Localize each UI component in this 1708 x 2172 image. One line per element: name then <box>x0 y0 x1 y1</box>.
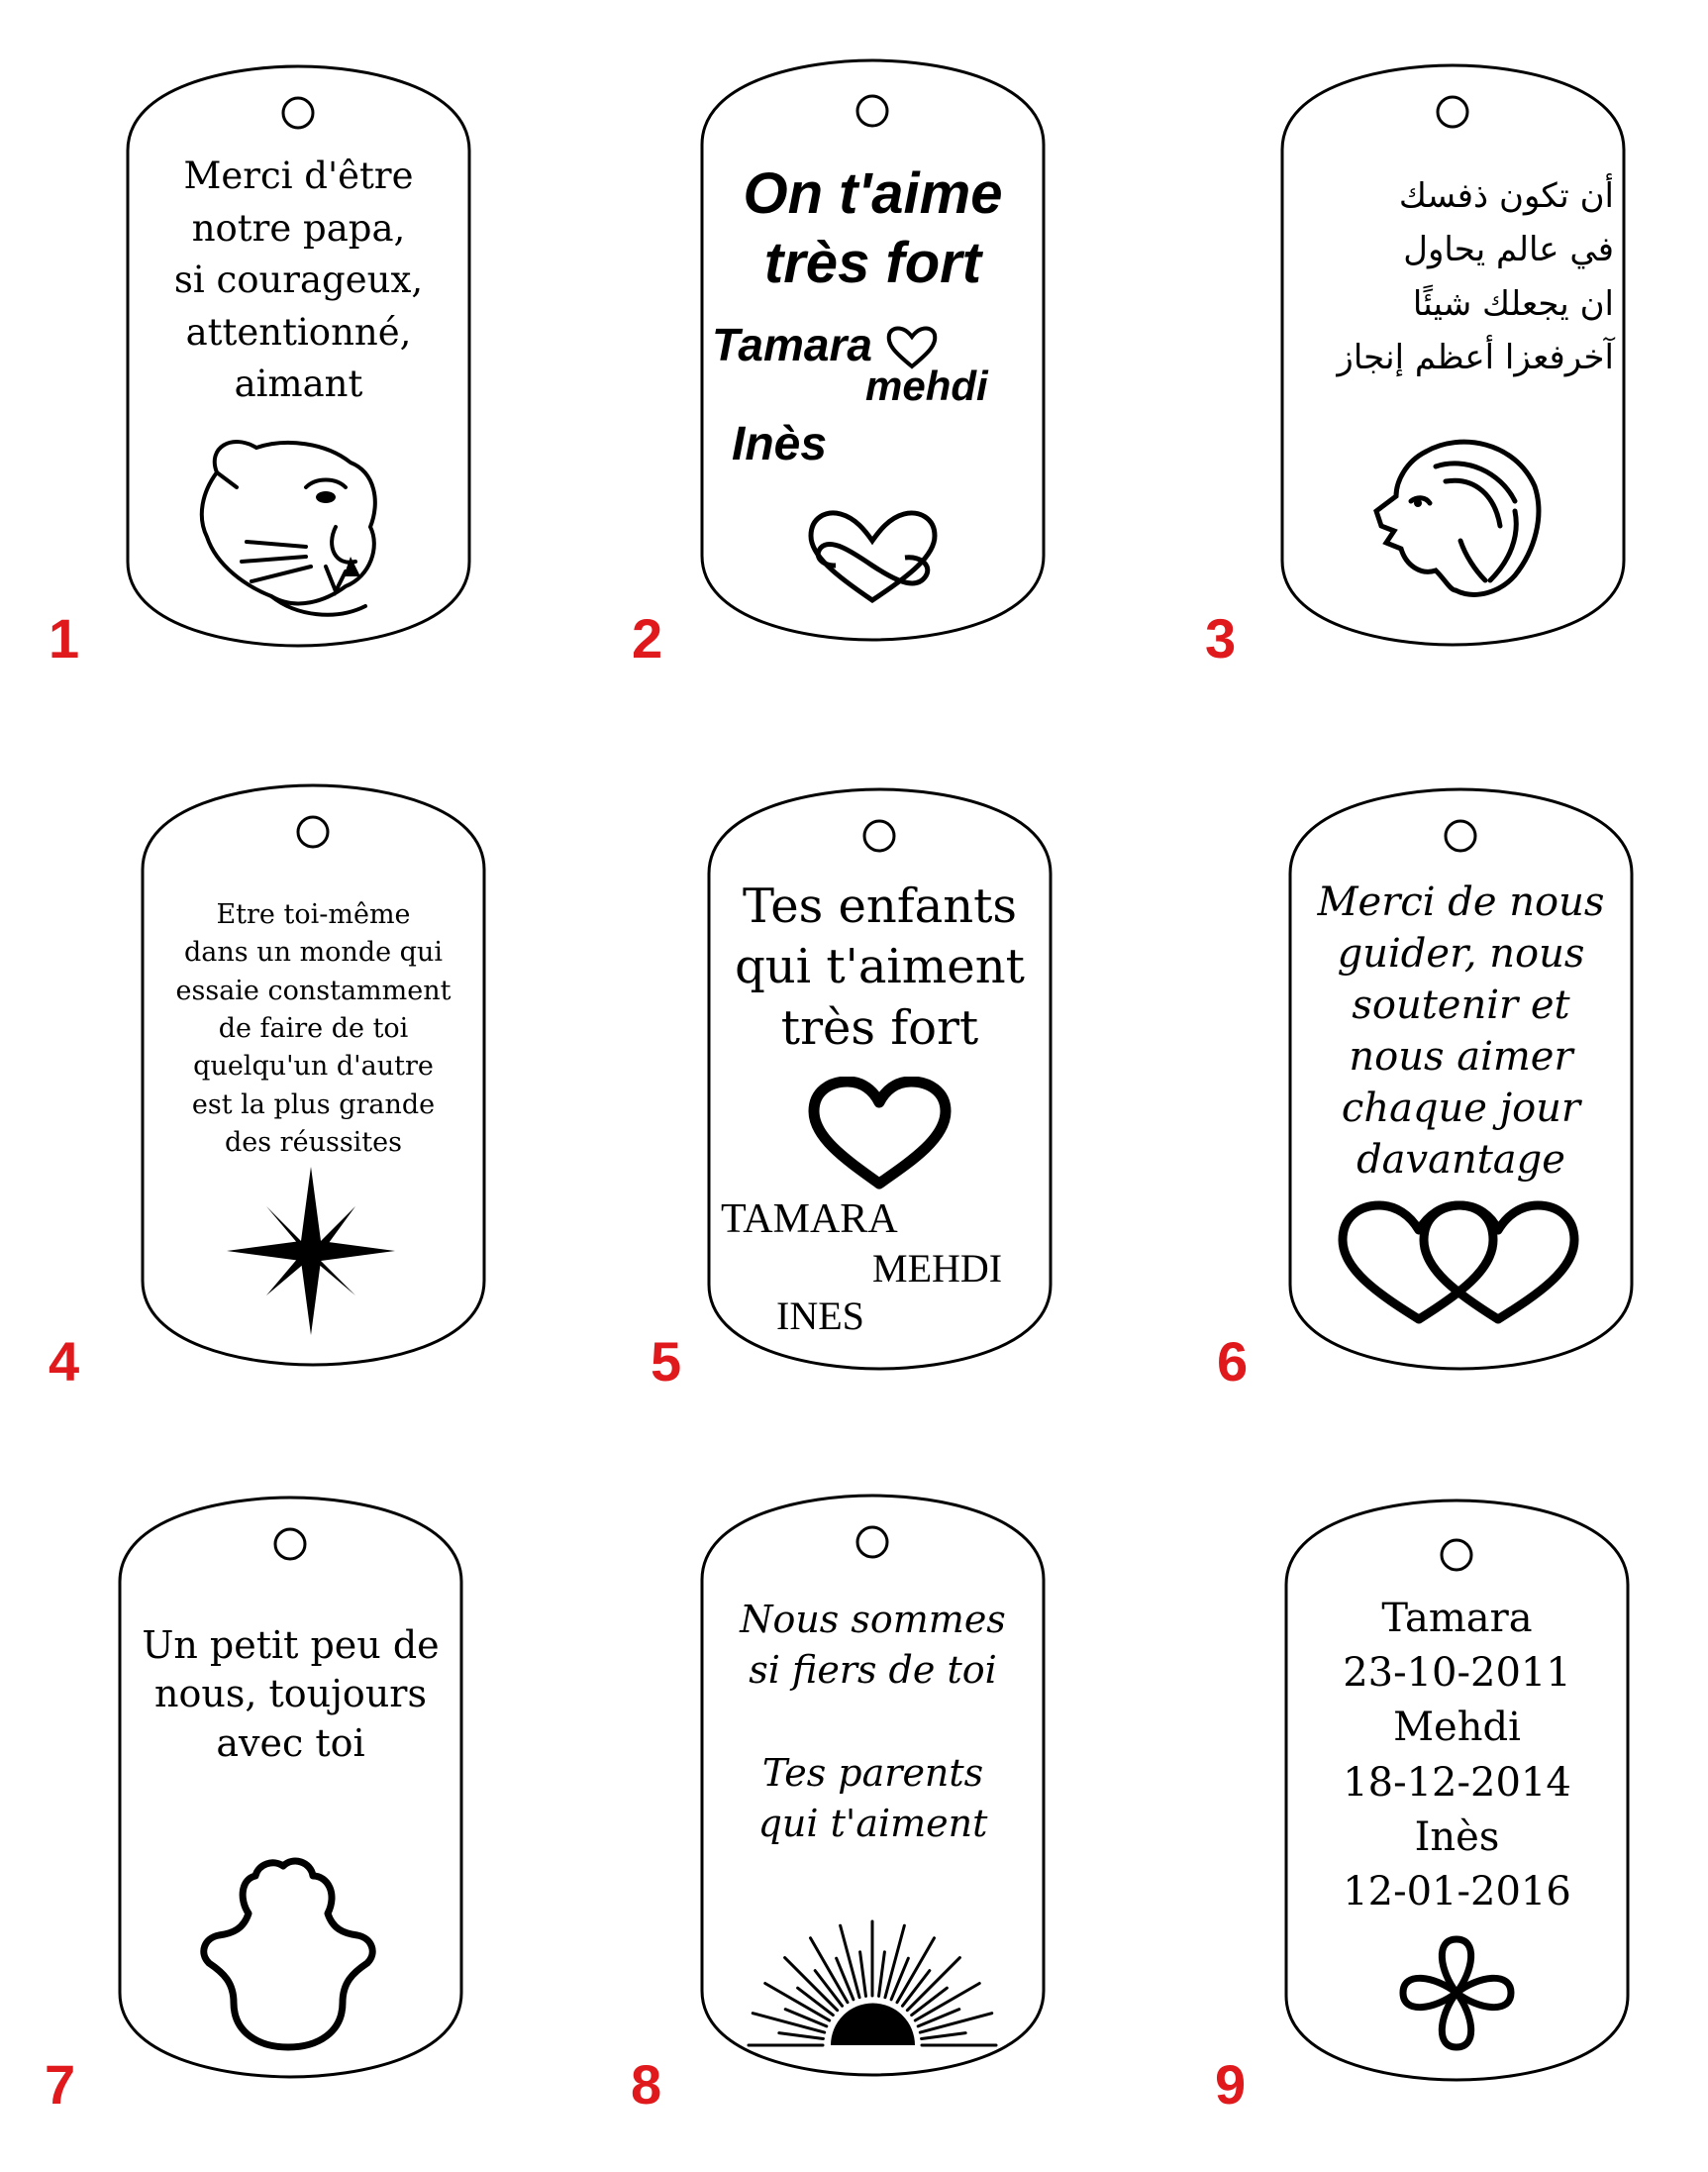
interlocked-hearts-icon <box>1335 1195 1582 1324</box>
dog-tag-6 <box>1290 789 1632 1369</box>
tag-8-text <box>710 1595 1036 1697</box>
tag-number-8: 8 <box>631 2053 662 2116</box>
text-line: des réussites <box>224 1126 402 1158</box>
text-line: aimant <box>234 362 363 406</box>
text-line: qui t'aiment <box>757 1802 988 1846</box>
text-line: chaque jour <box>1341 1086 1581 1131</box>
tag-8-signature <box>710 1748 1036 1850</box>
text-line: soutenir et <box>1352 983 1570 1028</box>
compass-star-icon <box>227 1167 395 1335</box>
sun-ray <box>779 2033 824 2039</box>
sun-ray <box>841 1925 859 1997</box>
celtic-knot-icon <box>1395 1931 1519 2055</box>
tag-7-text <box>126 1621 455 1768</box>
tag-number-9: 9 <box>1215 2053 1247 2116</box>
tag-number-4: 4 <box>49 1330 80 1393</box>
tag-number-1: 1 <box>49 607 80 670</box>
dog-tag-9 <box>1286 1500 1628 2080</box>
text-line: qui t'aiment <box>735 939 1025 995</box>
tag-number-2: 2 <box>632 607 663 670</box>
tag-number-5: 5 <box>651 1330 682 1393</box>
panther-head-icon <box>187 428 390 621</box>
sun-ray <box>907 1958 959 2011</box>
name-tamara: Tamara <box>712 319 872 370</box>
dog-tag-3 <box>1282 65 1624 645</box>
text-line: Merci de nous <box>1317 879 1605 925</box>
tag-number-3: 3 <box>1205 607 1237 670</box>
dog-tag-7 <box>120 1498 461 2077</box>
sun-ray <box>922 2033 966 2039</box>
text-line: Un petit peu de <box>142 1623 440 1667</box>
text-line: dans un monde qui <box>184 937 443 969</box>
dog-tag-4 <box>143 785 484 1365</box>
tag-1-text <box>144 151 453 411</box>
text-line: attentionné, <box>185 310 412 354</box>
text-line: guider, nous <box>1337 931 1585 977</box>
text-line: Tes enfants <box>742 879 1018 934</box>
text-line: nous aimer <box>1349 1034 1573 1080</box>
sun-ray <box>753 2014 824 2032</box>
dog-tag-8 <box>702 1496 1044 2075</box>
hamsa-hand-icon <box>194 1854 382 2052</box>
text-line: très fort <box>780 999 979 1056</box>
text-line: Merci d'être <box>183 155 414 197</box>
name-ines: Inès <box>732 418 828 470</box>
text-line: notre papa, <box>191 206 406 250</box>
text-line: très fort <box>763 230 982 295</box>
tag-2-text <box>718 159 1028 297</box>
text-line: Etre toi-même <box>216 899 411 930</box>
text-line: si courageux, <box>173 259 424 302</box>
sun-ray <box>920 2014 991 2032</box>
text-line: est la plus grande <box>191 1088 436 1120</box>
text-line: 12-01-2016 <box>1343 1868 1571 1914</box>
heart-outline-icon <box>808 1077 952 1190</box>
text-line: Tes parents <box>761 1751 984 1795</box>
text-line: 18-12-2014 <box>1343 1759 1571 1806</box>
tag-3-text <box>1292 169 1614 385</box>
sun-ray <box>879 1952 885 1997</box>
dog-tag-1 <box>128 66 469 646</box>
text-line: davantage <box>1356 1137 1565 1183</box>
text-line: 23-10-2011 <box>1343 1650 1571 1697</box>
sun-ray <box>785 1958 838 2011</box>
sun-ray <box>885 1925 904 1997</box>
sunrise-icon <box>747 1897 999 2060</box>
tag-number-7: 7 <box>45 2053 76 2116</box>
tag-number-6: 6 <box>1217 1330 1249 1393</box>
tag-6-text <box>1298 877 1624 1186</box>
text-line: nous, toujours <box>154 1672 427 1716</box>
name-tamara: TAMARA <box>721 1196 898 1242</box>
text-line: de faire de toi <box>218 1012 409 1044</box>
text-line: si fiers de toi <box>749 1648 997 1693</box>
text-line: أن تكون ذفسك <box>1398 176 1614 216</box>
tag-9-text <box>1292 1592 1622 1919</box>
text-line: Mehdi <box>1393 1705 1521 1751</box>
tag-5-text <box>713 877 1047 1059</box>
text-line: avec toi <box>216 1720 365 1765</box>
text-line: On t'aime <box>743 161 1003 226</box>
text-line: آخرفعزا أعظم إنجاز <box>1337 338 1614 378</box>
text-line: Nous sommes <box>740 1598 1006 1641</box>
infinity-heart-icon <box>806 506 940 605</box>
text-line: Tamara <box>1381 1596 1533 1641</box>
text-line: في عالم يحاول <box>1403 230 1614 270</box>
text-line: quelqu'un d'autre <box>193 1051 434 1083</box>
name-mehdi: mehdi <box>865 362 988 409</box>
lion-head-icon <box>1366 432 1545 605</box>
tag-4-text <box>149 896 478 1162</box>
name-ines: INES <box>776 1293 864 1338</box>
sun-ray <box>860 1952 866 1997</box>
text-line: ان يجعلك شيئًا <box>1412 283 1614 324</box>
name-mehdi: MEHDI <box>872 1246 1003 1291</box>
dog-tag-5 <box>709 789 1051 1369</box>
text-line: Inès <box>1414 1813 1500 1860</box>
text-line: essaie constamment <box>175 975 452 1006</box>
dog-tag-2 <box>702 60 1044 640</box>
